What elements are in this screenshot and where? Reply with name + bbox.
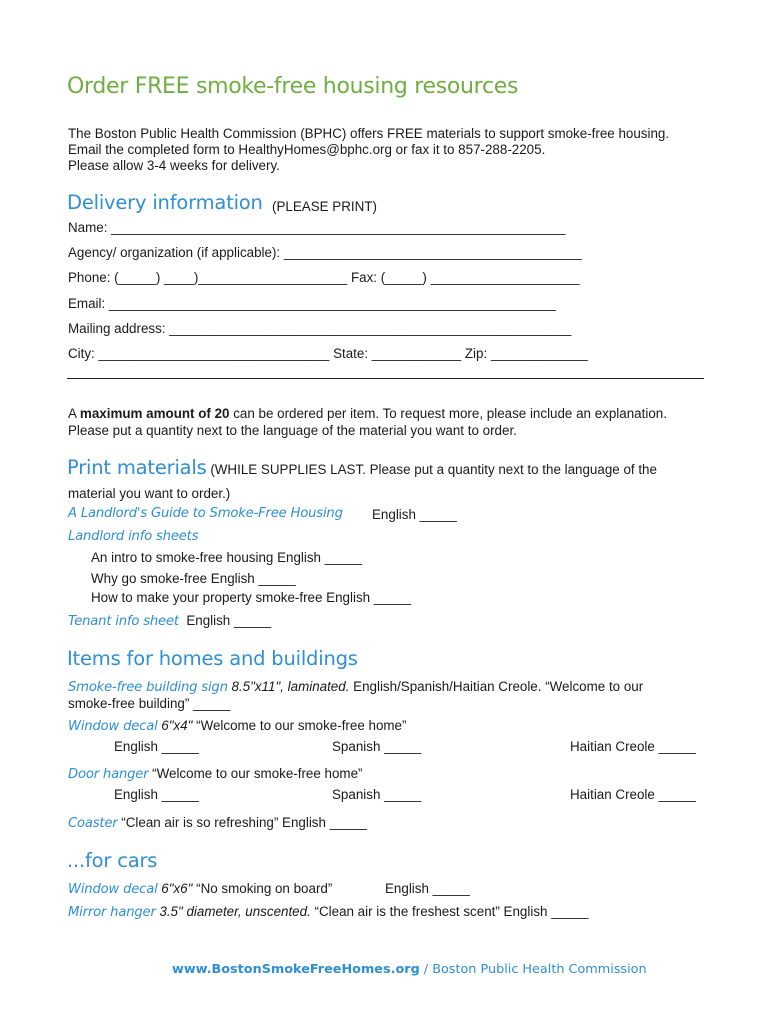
limit-bold: maximum amount of 20 [79, 406, 230, 421]
door-hanger-title: Door hanger [68, 767, 149, 782]
limit-line-1 [68, 406, 667, 421]
coaster-title: Coaster [68, 816, 118, 831]
mirror-hanger-row [68, 904, 588, 920]
website-link[interactable]: www.BostonSmokeFreeHomes.org [172, 962, 420, 977]
print-note: (WHILE SUPPLIES LAST. Please put a quantity next to the language of the [206, 462, 657, 477]
limit-line-2: Please put a quantity next to the language of the material you want to order. [68, 423, 517, 438]
why-smoke-free-english-qty[interactable]: Why go smoke-free English _____ [91, 571, 296, 586]
footer [172, 961, 647, 977]
phone-fax-field[interactable]: Phone: (_____) ____)____________________ Fax: (_____) ____________________ [68, 270, 580, 285]
print-header-row [67, 456, 657, 479]
intro-line-2: Email the completed form to HealthyHomes@bphc.org or fax it to 857-288-2205. [68, 142, 546, 157]
section-divider [67, 378, 704, 379]
door-hanger-row [68, 766, 363, 782]
page-title: Order FREE smoke-free housing resources [67, 74, 519, 99]
intro-line-1: The Boston Public Health Commission (BPHC) offers FREE materials to support smoke-free housing. [68, 126, 670, 141]
building-sign-qty[interactable]: smoke-free building” _____ [68, 696, 231, 711]
print-note-2: material you want to order.) [68, 486, 231, 501]
window-decal-spanish-qty[interactable]: Spanish _____ [332, 739, 422, 754]
intro-sheet-english-qty[interactable]: An intro to smoke-free housing English _____ [91, 550, 362, 565]
window-decal-spec: 6"x4" [157, 718, 193, 733]
landlord-info-sheets-title: Landlord info sheets [68, 529, 199, 544]
limit-prefix: A [68, 406, 80, 421]
intro-line-3: Please allow 3-4 weeks for delivery. [68, 158, 280, 173]
coaster-row [68, 815, 367, 831]
agency-field[interactable]: Agency/ organization (if applicable): ________________________________________ [68, 245, 582, 260]
window-decal-row [68, 718, 406, 734]
tenant-info-english-qty[interactable]: English _____ [186, 613, 272, 628]
door-hanger-desc: “Welcome to our smoke-free home” [148, 766, 363, 781]
building-sign-title: Smoke-free building sign [68, 680, 228, 695]
tenant-info-title: Tenant info sheet [68, 614, 179, 629]
delivery-heading: Delivery information [67, 191, 263, 214]
landlord-guide-english-qty[interactable]: English _____ [372, 507, 457, 522]
building-sign-desc: English/Spanish/Haitian Creole. “Welcome to our [349, 679, 644, 694]
window-decal-english-qty[interactable]: English _____ [114, 739, 199, 754]
footer-org-name: Boston Public Health Commission [432, 962, 647, 977]
city-state-zip-field[interactable]: City: _______________________________ State: ____________ Zip: _____________ [68, 346, 588, 361]
mirror-hanger-spec: 3.5" diameter, unscented. [155, 904, 311, 919]
footer-separator: / [419, 962, 433, 977]
mirror-hanger-title: Mirror hanger [68, 905, 156, 920]
how-to-english-qty[interactable]: How to make your property smoke-free English _____ [91, 590, 412, 605]
car-window-decal-title: Window decal [68, 882, 158, 897]
name-field[interactable]: Name: _____________________________________________________________ [68, 220, 566, 235]
car-window-decal-english-qty[interactable]: English _____ [385, 881, 470, 896]
building-sign-row [68, 679, 643, 695]
mirror-hanger-desc-qty[interactable]: “Clean air is the freshest scent” English _____ [310, 904, 589, 919]
window-decal-haitian-qty[interactable]: Haitian Creole _____ [570, 739, 696, 754]
car-window-decal-desc: “No smoking on board” [192, 881, 333, 896]
cars-heading: ...for cars [67, 849, 158, 872]
door-hanger-english-qty[interactable]: English _____ [114, 787, 199, 802]
coaster-desc-qty[interactable]: “Clean air is so refreshing” English _____ [117, 815, 367, 830]
homes-heading: Items for homes and buildings [67, 647, 358, 670]
door-hanger-haitian-qty[interactable]: Haitian Creole _____ [570, 787, 696, 802]
email-field[interactable]: Email: ____________________________________________________________ [68, 296, 556, 311]
building-sign-spec: 8.5"x11", laminated. [227, 679, 350, 694]
print-heading: Print materials [67, 456, 207, 479]
car-window-decal-row [68, 881, 332, 897]
mailing-address-field[interactable]: Mailing address: ______________________________________________________ [68, 321, 572, 336]
door-hanger-spanish-qty[interactable]: Spanish _____ [332, 787, 422, 802]
car-window-decal-spec: 6"x6" [157, 881, 193, 896]
window-decal-title: Window decal [68, 719, 158, 734]
tenant-info-row [68, 613, 271, 629]
limit-suffix: can be ordered per item. To request more, please include an explanation. [229, 406, 667, 421]
landlord-guide-title: A Landlord's Guide to Smoke-Free Housing [68, 506, 343, 521]
please-print-note: (PLEASE PRINT) [272, 199, 377, 214]
window-decal-desc: “Welcome to our smoke-free home” [192, 718, 407, 733]
